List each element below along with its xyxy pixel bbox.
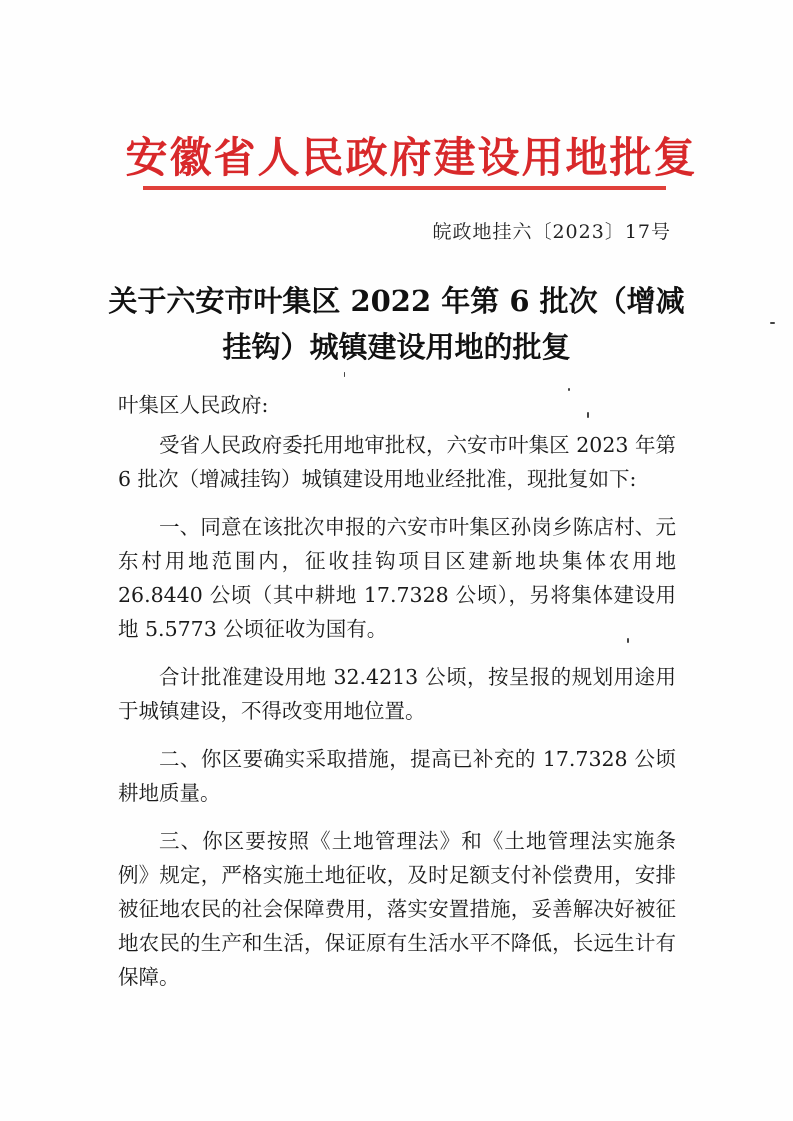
scan-speck (344, 372, 345, 377)
letterhead (0, 125, 793, 185)
document-body (118, 388, 676, 1008)
scan-speck (627, 638, 629, 643)
document-number: 皖政地挂六〔2023〕17号 (432, 221, 671, 243)
letterhead-red-rule (143, 186, 666, 190)
scan-speck (770, 322, 775, 324)
salutation: 叶集区人民政府: (118, 393, 269, 417)
body-paragraph-1: 受省人民政府委托用地审批权，六安市叶集区 2023 年第 6 批次（增减挂钩）城镇建设用地业经批准，现批复如下: (118, 433, 676, 491)
body-paragraph-2: 一、同意在该批次申报的六安市叶集区孙岗乡陈店村、元东村用地范围内，征收挂钩项目区建新地块集体农用地 26.8440 公顷（其中耕地 17.7328 公顷），另将集体建设用地 5.5773 公顷征收为国有。 (118, 515, 676, 641)
document-title: 关于六安市叶集区 2022 年第 6 批次（增减挂钩）城镇建设用地的批复 (108, 284, 685, 364)
agency-name: 安徽省人民政府建设用地批复 (125, 133, 698, 182)
body-paragraph-4: 二、你区要确实采取措施，提高已补充的 17.7328 公顷耕地质量。 (118, 747, 676, 805)
body-paragraph-5: 三、你区要按照《土地管理法》和《土地管理法实施条例》规定，严格实施土地征收，及时足额支付补偿费用，安排被征地农民的社会保障费用，落实安置措施，妥善解决好被征地农民的生产和生活，保证原有生活水平不降低，长远生计有保障。 (118, 829, 676, 989)
scan-speck (587, 412, 589, 418)
scan-speck (568, 388, 570, 391)
body-paragraph-3: 合计批准建设用地 32.4213 公顷，按呈报的规划用途用于城镇建设，不得改变用地位置。 (118, 665, 676, 723)
